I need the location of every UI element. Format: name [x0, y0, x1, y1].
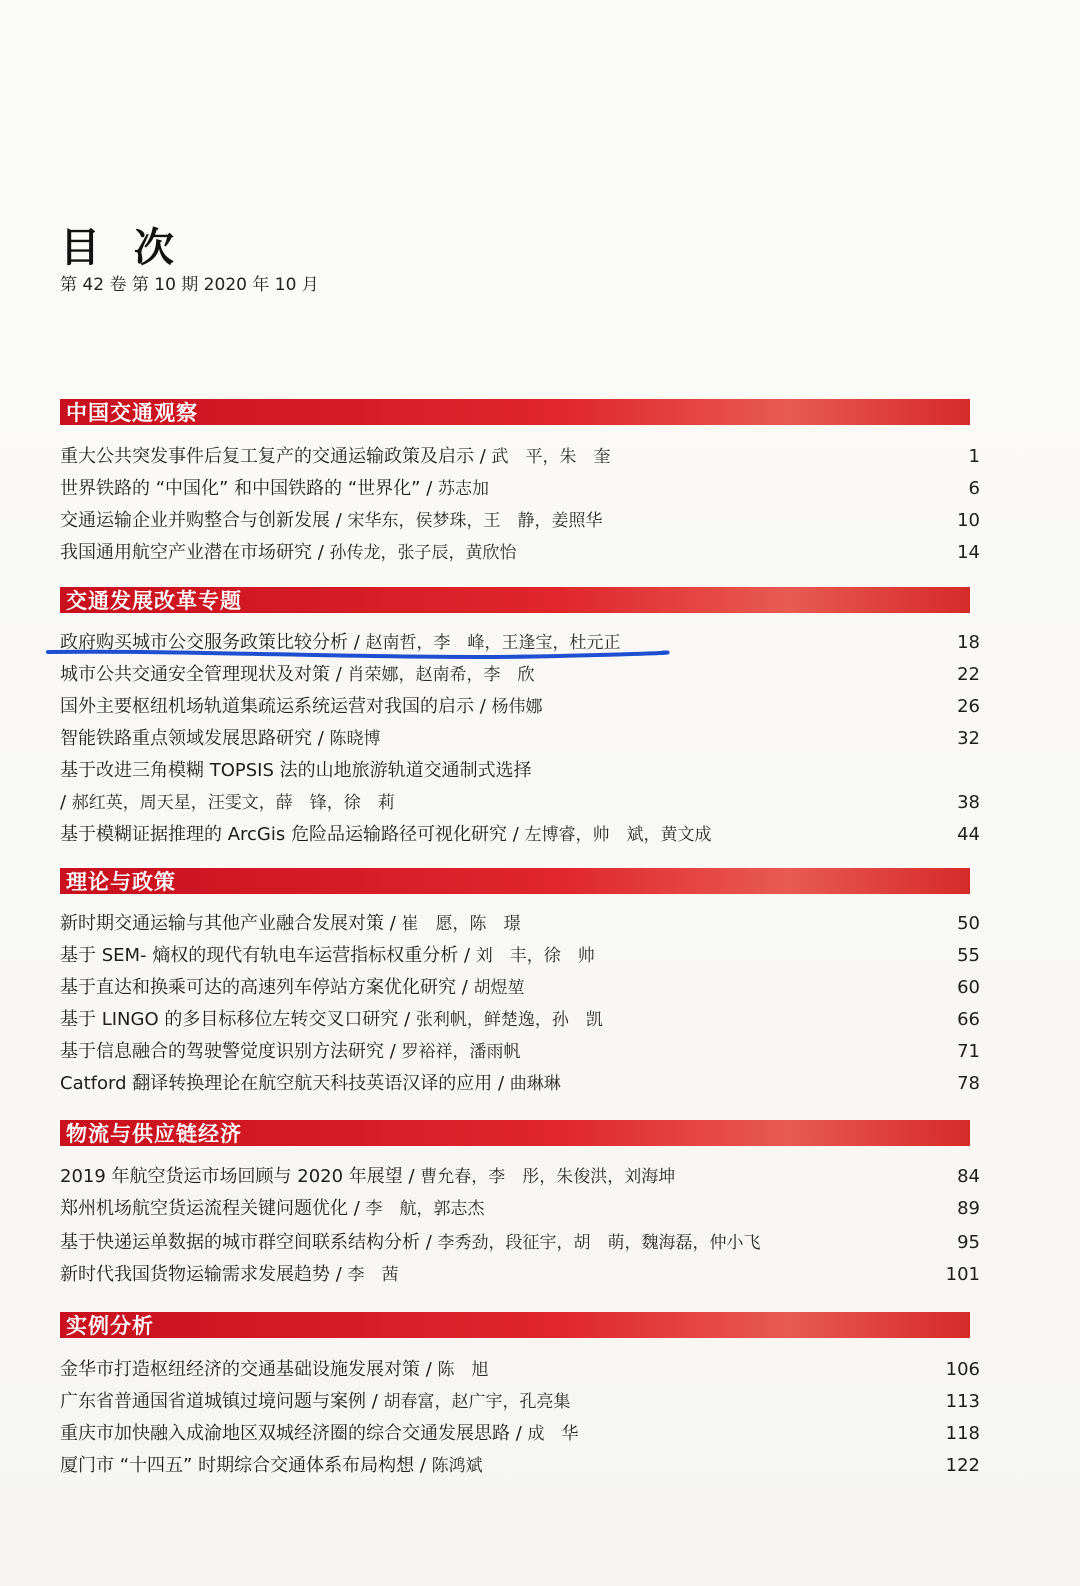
- toc-entry[interactable]: 基于直达和换乘可达的高速列车停站方案优化研究 / 胡煜堃 60: [60, 973, 980, 1003]
- entry-page: 22: [957, 664, 980, 685]
- section-header: [60, 399, 970, 425]
- toc-entry[interactable]: 新时代我国货物运输需求发展趋势 / 李 茜 101: [60, 1260, 980, 1290]
- toc-entry[interactable]: Catford 翻译转换理论在航空航天科技英语汉译的应用 / 曲琳琳 78: [60, 1069, 980, 1099]
- entry-title: 基于 SEM- 熵权的现代有轨电车运营指标权重分析: [60, 945, 459, 966]
- toc-entry[interactable]: 金华市打造枢纽经济的交通基础设施发展对策 / 陈 旭 106: [60, 1355, 980, 1385]
- entry-title: 政府购买城市公交服务政策比较分析: [60, 632, 348, 653]
- entry-authors: 苏志加: [437, 479, 489, 499]
- toc-entry[interactable]: 基于信息融合的驾驶警觉度识别方法研究 / 罗裕祥，潘雨帆 71: [60, 1037, 980, 1067]
- entry-authors: 郝红英，周天星，汪雯文，薛 锋，徐 莉: [71, 793, 395, 813]
- issue-info: 第 42 卷 第 10 期 2020 年 10 月: [60, 275, 319, 295]
- entry-authors: 成 华: [527, 1424, 579, 1444]
- toc-entry[interactable]: 基于快递运单数据的城市群空间联系结构分析 / 李秀劲，段征宇，胡 萌，魏海磊，仲小飞 95: [60, 1228, 980, 1258]
- entry-authors: 刘 丰，徐 帅: [475, 946, 595, 966]
- entry-title: 基于 LINGO 的多目标移位左转交叉口研究: [60, 1009, 399, 1030]
- entry-title: 重庆市加快融入成渝地区双城经济圈的综合交通发展思路: [60, 1423, 510, 1444]
- entry-title: 基于模糊证据推理的 ArcGis 危险品运输路径可视化研究: [60, 824, 507, 845]
- entry-authors: 曲琳琳: [509, 1074, 561, 1094]
- entry-page: 26: [957, 696, 980, 717]
- entry-page: 89: [957, 1198, 980, 1219]
- entry-authors: 赵南哲，李 峰，王逢宝，杜元正: [365, 633, 621, 653]
- entry-title: 基于快递运单数据的城市群空间联系结构分析: [60, 1232, 420, 1253]
- entry-page: 18: [957, 632, 980, 653]
- entry-page: 122: [945, 1455, 980, 1476]
- entry-title: 2019 年航空货运市场回顾与 2020 年展望: [60, 1166, 403, 1187]
- entry-title: 厦门市 “十四五” 时期综合交通体系布局构想: [60, 1455, 415, 1476]
- entry-page: 38: [957, 792, 980, 813]
- toc-entry[interactable]: 基于 LINGO 的多目标移位左转交叉口研究 / 张利帆，鲜楚逸，孙 凯 66: [60, 1005, 980, 1035]
- entry-title: 交通运输企业并购整合与创新发展: [60, 510, 330, 531]
- toc-entry[interactable]: 我国通用航空产业潜在市场研究 / 孙传龙，张子辰，黄欣怡 14: [60, 538, 980, 568]
- entry-page: 32: [957, 728, 980, 749]
- entry-title: Catford 翻译转换理论在航空航天科技英语汉译的应用: [60, 1073, 493, 1094]
- toc-entry[interactable]: 厦门市 “十四五” 时期综合交通体系布局构想 / 陈鸿斌 122: [60, 1451, 980, 1481]
- entry-page: 6: [968, 478, 980, 499]
- entry-page: 71: [957, 1041, 980, 1062]
- toc-entry[interactable]: 智能铁路重点领域发展思路研究 / 陈晓博 32: [60, 724, 980, 754]
- page-title: 目 次: [60, 225, 184, 271]
- entry-authors: 陈晓博: [329, 729, 381, 749]
- entry-page: 55: [957, 945, 980, 966]
- entry-authors: 张利帆，鲜楚逸，孙 凯: [415, 1010, 603, 1030]
- entry-page: 84: [957, 1166, 980, 1187]
- entry-authors: 宋华东，侯梦珠，王 静，姜照华: [347, 511, 603, 531]
- entry-page: 78: [957, 1073, 980, 1094]
- entry-authors: 胡春富，赵广宇，孔亮集: [383, 1392, 571, 1412]
- entry-page: 60: [957, 977, 980, 998]
- entry-title: 城市公共交通安全管理现状及对策: [60, 664, 330, 685]
- entry-title: 基于改进三角模糊 TOPSIS 法的山地旅游轨道交通制式选择: [60, 760, 532, 781]
- section-label: 实例分析: [66, 1314, 154, 1338]
- section-header: [60, 868, 970, 894]
- toc-entry[interactable]: 城市公共交通安全管理现状及对策 / 肖荣娜，赵南希，李 欣 22: [60, 660, 980, 690]
- section-label: 中国交通观察: [66, 401, 198, 425]
- entry-title: 郑州机场航空货运流程关键问题优化: [60, 1198, 348, 1219]
- entry-page: 50: [957, 913, 980, 934]
- toc-entry[interactable]: 政府购买城市公交服务政策比较分析 / 赵南哲，李 峰，王逢宝，杜元正 18: [60, 628, 980, 658]
- entry-page: 106: [945, 1359, 980, 1380]
- entry-page: 14: [957, 542, 980, 563]
- toc-entry[interactable]: 基于模糊证据推理的 ArcGis 危险品运输路径可视化研究 / 左博睿，帅 斌，黄文成 44: [60, 820, 980, 850]
- entry-page: 113: [945, 1391, 980, 1412]
- toc-entry[interactable]: 国外主要枢纽机场轨道集疏运系统运营对我国的启示 / 杨伟娜 26: [60, 692, 980, 722]
- entry-title: 新时期交通运输与其他产业融合发展对策: [60, 913, 384, 934]
- entry-title: 我国通用航空产业潜在市场研究: [60, 542, 312, 563]
- entry-authors: 崔 愿，陈 璟: [401, 914, 521, 934]
- entry-title: 重大公共突发事件后复工复产的交通运输政策及启示: [60, 446, 474, 467]
- section-label: 物流与供应链经济: [66, 1122, 242, 1146]
- entry-authors: 孙传龙，张子辰，黄欣怡: [329, 543, 517, 563]
- entry-title: 金华市打造枢纽经济的交通基础设施发展对策: [60, 1359, 420, 1380]
- entry-page: 10: [957, 510, 980, 531]
- entry-title: 广东省普通国省道城镇过境问题与案例: [60, 1391, 366, 1412]
- entry-authors: 曹允春，李 彤，朱俊洪，刘海坤: [420, 1167, 676, 1187]
- entry-authors: 李 茜: [347, 1265, 399, 1285]
- toc-entry[interactable]: 广东省普通国省道城镇过境问题与案例 / 胡春富，赵广宇，孔亮集 113: [60, 1387, 980, 1417]
- entry-authors: 李秀劲，段征宇，胡 萌，魏海磊，仲小飞: [437, 1233, 761, 1253]
- entry-page: 66: [957, 1009, 980, 1030]
- entry-authors: 陈 旭: [437, 1360, 489, 1380]
- toc-entry[interactable]: 重庆市加快融入成渝地区双城经济圈的综合交通发展思路 / 成 华 118: [60, 1419, 980, 1449]
- toc-entry[interactable]: 郑州机场航空货运流程关键问题优化 / 李 航，郭志杰 89: [60, 1194, 980, 1224]
- entry-title: 国外主要枢纽机场轨道集疏运系统运营对我国的启示: [60, 696, 474, 717]
- entry-title: 基于信息融合的驾驶警觉度识别方法研究: [60, 1041, 384, 1062]
- entry-page: 118: [945, 1423, 980, 1444]
- entry-authors: 武 平，朱 奎: [491, 447, 611, 467]
- toc-entry[interactable]: [60, 756, 980, 786]
- entry-page: 95: [957, 1232, 980, 1253]
- entry-authors: 肖荣娜，赵南希，李 欣: [347, 665, 535, 685]
- entry-title: 新时代我国货物运输需求发展趋势: [60, 1264, 330, 1285]
- section-header: [60, 1312, 970, 1338]
- entry-authors: 罗裕祥，潘雨帆: [401, 1042, 521, 1062]
- toc-entry[interactable]: 世界铁路的 “中国化” 和中国铁路的 “世界化” / 苏志加 6: [60, 474, 980, 504]
- toc-entry[interactable]: 交通运输企业并购整合与创新发展 / 宋华东，侯梦珠，王 静，姜照华 10: [60, 506, 980, 536]
- entry-page: 1: [968, 446, 980, 467]
- entry-authors: 左博睿，帅 斌，黄文成: [524, 825, 712, 845]
- entry-title: 基于直达和换乘可达的高速列车停站方案优化研究: [60, 977, 456, 998]
- entry-page: 101: [945, 1264, 980, 1285]
- entry-authors: 李 航，郭志杰: [365, 1199, 485, 1219]
- toc-entry[interactable]: 重大公共突发事件后复工复产的交通运输政策及启示 / 武 平，朱 奎 1: [60, 442, 980, 472]
- entry-authors: 陈鸿斌: [431, 1456, 483, 1476]
- toc-entry[interactable]: 新时期交通运输与其他产业融合发展对策 / 崔 愿，陈 璟 50: [60, 909, 980, 939]
- section-header: [60, 1120, 970, 1146]
- toc-entry[interactable]: / 郝红英，周天星，汪雯文，薛 锋，徐 莉 38: [60, 788, 980, 818]
- toc-entry[interactable]: 2019 年航空货运市场回顾与 2020 年展望 / 曹允春，李 彤，朱俊洪，刘海坤 84: [60, 1162, 980, 1192]
- entry-title: 智能铁路重点领域发展思路研究: [60, 728, 312, 749]
- entry-page: 44: [957, 824, 980, 845]
- entry-authors: 胡煜堃: [473, 978, 525, 998]
- toc-entry[interactable]: 基于 SEM- 熵权的现代有轨电车运营指标权重分析 / 刘 丰，徐 帅 55: [60, 941, 980, 971]
- entry-title: 世界铁路的 “中国化” 和中国铁路的 “世界化”: [60, 478, 421, 499]
- entry-authors: 杨伟娜: [491, 697, 543, 717]
- section-header: [60, 587, 970, 613]
- section-label: 理论与政策: [66, 870, 176, 894]
- section-label: 交通发展改革专题: [66, 589, 242, 613]
